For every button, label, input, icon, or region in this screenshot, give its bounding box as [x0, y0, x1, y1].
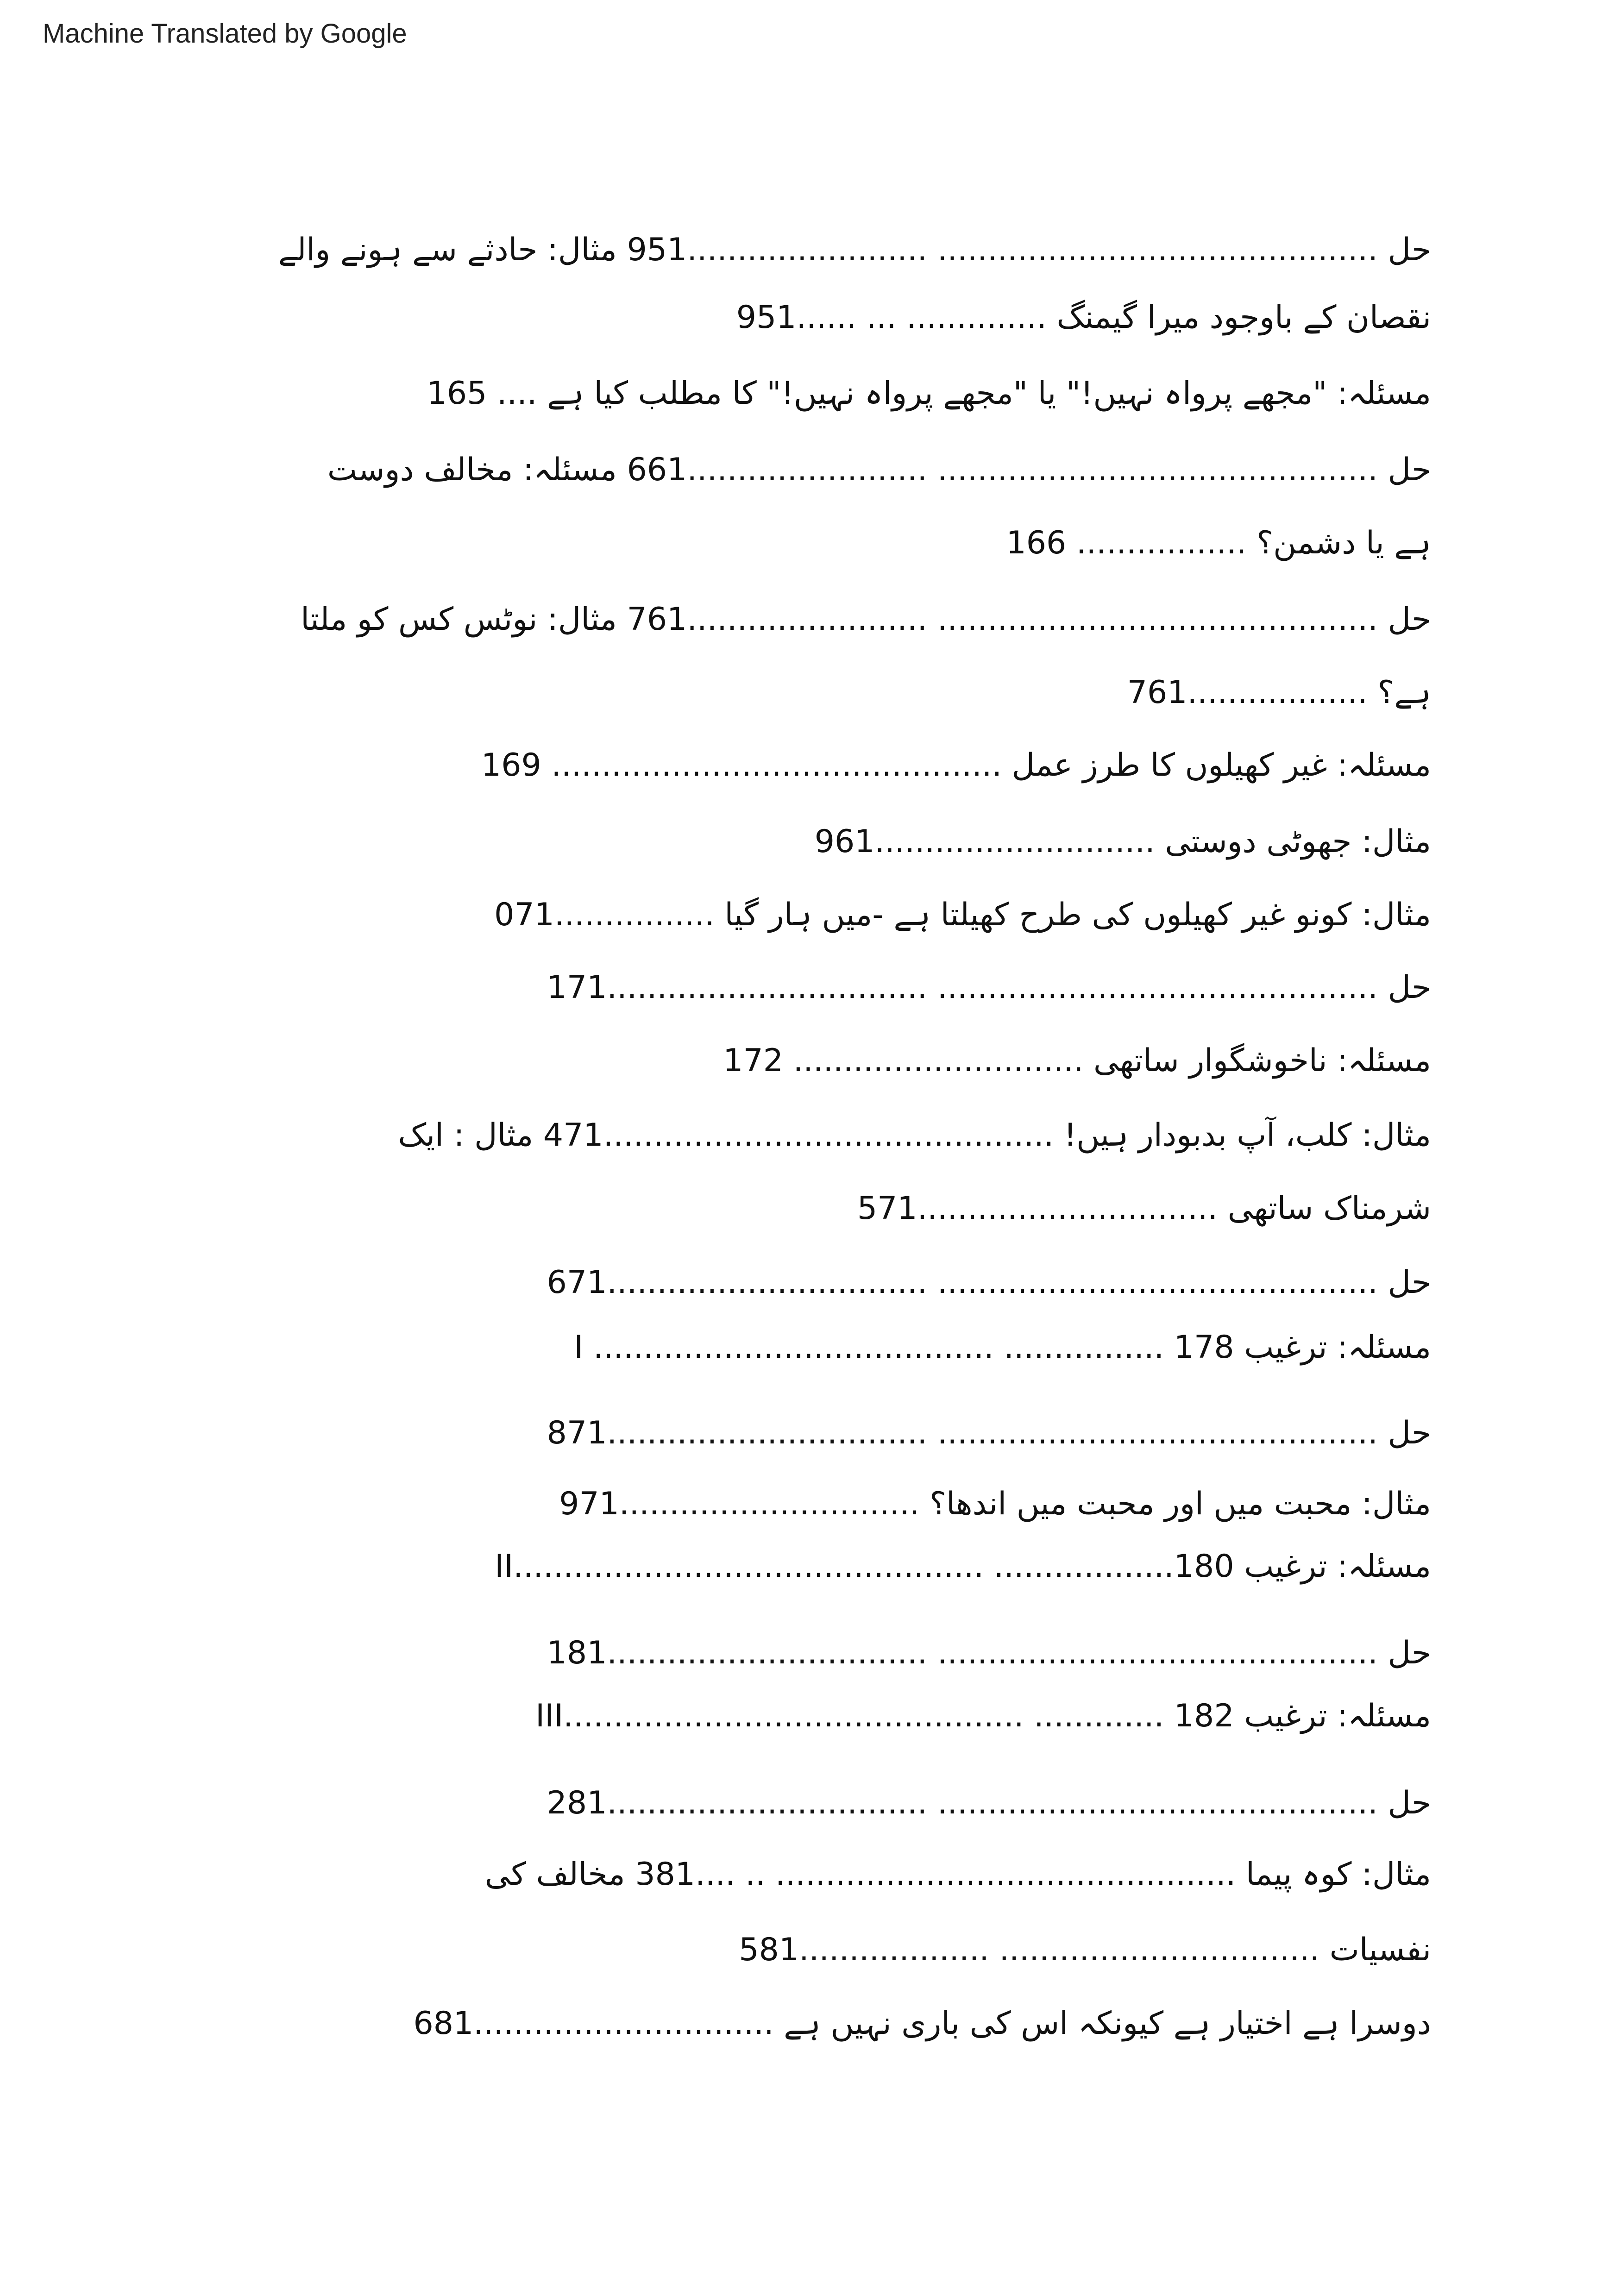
toc-entry: دوسرا ہے اختیار ہے کیونکہ اس کی باری نہیں ہے ..............................681: [413, 2005, 1431, 2042]
toc-entry: مسئلہ: غیر کھیلوں کا طرز عمل ............................................. 169: [481, 747, 1431, 784]
toc-entry: شرمناک ساتھی ..............................571: [857, 1190, 1431, 1227]
machine-translation-banner: Machine Translated by Google: [43, 19, 407, 49]
toc-entry: حل ............................................ ........................661 مسئلہ: مخالف دوست: [327, 452, 1431, 488]
toc-entry: حل ............................................ ................................671: [547, 1264, 1431, 1301]
toc-entry: نفسیات ................................ ...................581: [739, 1932, 1431, 1968]
toc-entry: مثال: کونو غیر کھیلوں کی طرح کھیلتا ہے -میں ہار گیا ................071: [494, 897, 1431, 933]
toc-entry: مثال: جھوٹی دوستی ............................961: [814, 823, 1431, 860]
toc-entry: حل ............................................ ........................761 مثال: نوٹس کس کو ملتا: [301, 601, 1431, 638]
toc-entry: ہے؟ ..................761: [1127, 674, 1431, 711]
toc-entry: حل ............................................ ................................281: [547, 1785, 1431, 1821]
toc-entry: حل ............................................ ........................951 مثال: حادثے سے ہونے والے: [278, 232, 1431, 268]
toc-entry: مثال: کلب، آپ بدبودار ہیں! .............................................471 مثال : ایک: [398, 1117, 1431, 1154]
toc-entry: مسئلہ: "مجھے پرواہ نہیں!" یا "مجھے پرواہ نہیں!" کا مطلب کیا ہے .... 165: [427, 375, 1431, 412]
toc-entry: مسئلہ: ترغیب 182 ............. ..............................................III: [535, 1698, 1431, 1734]
toc-entry: حل ............................................ ................................181: [547, 1635, 1431, 1671]
toc-entry: مسئلہ: ناخوشگوار ساتھی ............................. 172: [723, 1042, 1431, 1079]
toc-entry: نقصان کے باوجود میرا گیمنگ .............. ... ......951: [736, 299, 1431, 336]
toc-entry: مثال: محبت میں اور محبت میں اندھا؟ ..............................971: [559, 1486, 1431, 1522]
toc-entry: حل ............................................ ................................871: [547, 1415, 1431, 1451]
toc-entry: حل ............................................ ................................171: [547, 969, 1431, 1006]
toc-entry: مسئلہ: ترغیب 180.................. ...............................................II: [495, 1548, 1431, 1585]
toc-entry: مثال: کوہ پیما .............................................. .. ....381 مخالف کی: [484, 1856, 1431, 1893]
toc-entry: مسئلہ: ترغیب 178 ................ ........................................ I: [574, 1329, 1431, 1366]
toc-entry: ہے یا دشمن؟ ................. 166: [1006, 525, 1431, 561]
